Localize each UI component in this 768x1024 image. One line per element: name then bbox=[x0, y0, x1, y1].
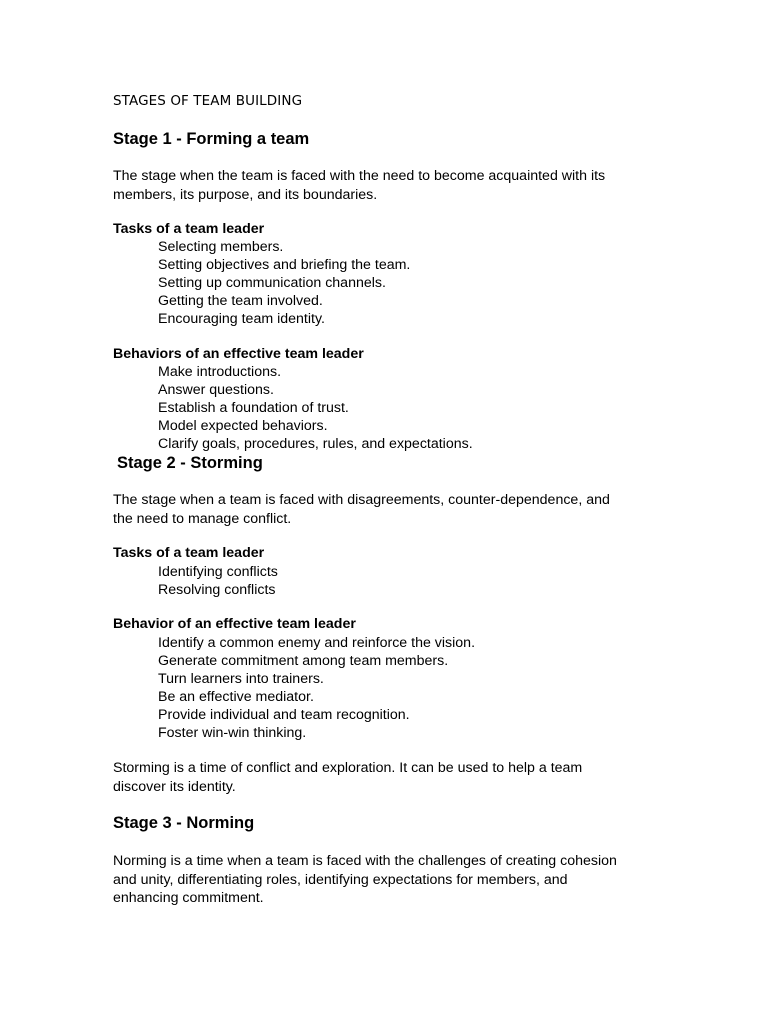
stage-2-heading: Stage 2 - Storming bbox=[117, 454, 263, 472]
list-item: Getting the team involved. bbox=[158, 293, 323, 310]
list-item: Provide individual and team recognition. bbox=[158, 707, 410, 724]
stage-2-intro-line: the need to manage conflict. bbox=[113, 510, 292, 527]
list-item: Setting up communication channels. bbox=[158, 275, 386, 292]
list-item: Selecting members. bbox=[158, 239, 284, 255]
stage-2-behaviors-list bbox=[158, 634, 475, 743]
stage-1-tasks-list bbox=[158, 238, 410, 328]
list-item: Foster win-win thinking. bbox=[158, 725, 307, 742]
stage-3-intro-line: and unity, differentiating roles, identifying expectations for members, and bbox=[113, 871, 568, 888]
stage-1-intro-line: The stage when the team is faced with the need to become acquainted with its bbox=[113, 168, 606, 184]
stage-2-closing-line: discover its identity. bbox=[113, 778, 236, 795]
list-item: Identifying conflicts bbox=[158, 564, 278, 580]
list-item: Clarify goals, procedures, rules, and expectations. bbox=[158, 436, 473, 453]
list-item: Model expected behaviors. bbox=[158, 418, 328, 435]
stage-1-heading: Stage 1 - Forming a team bbox=[113, 130, 310, 148]
list-item: Establish a foundation of trust. bbox=[158, 400, 349, 417]
list-item: Setting objectives and briefing the team. bbox=[158, 257, 411, 274]
list-item: Encouraging team identity. bbox=[158, 311, 325, 328]
stage-2-closing bbox=[113, 759, 582, 796]
list-item: Identify a common enemy and reinforce the vision. bbox=[158, 635, 476, 651]
stage-2-tasks-list bbox=[158, 563, 278, 599]
stage-3-heading: Stage 3 - Norming bbox=[113, 814, 255, 832]
stage-2-intro-line: The stage when a team is faced with disagreements, counter-dependence, and bbox=[113, 492, 610, 508]
list-item: Resolving conflicts bbox=[158, 582, 276, 599]
stage-3-intro-line: Norming is a time when a team is faced with the challenges of creating cohesion bbox=[113, 853, 617, 869]
document-title: STAGES OF TEAM BUILDING bbox=[113, 93, 303, 109]
list-item: Turn learners into trainers. bbox=[158, 671, 324, 688]
list-item: Generate commitment among team members. bbox=[158, 653, 449, 670]
stage-3-intro bbox=[113, 852, 617, 908]
stage-2-tasks-heading: Tasks of a team leader bbox=[113, 545, 265, 561]
stage-1-behaviors-heading: Behaviors of an effective team leader bbox=[113, 346, 364, 362]
stage-1-behaviors-list bbox=[158, 363, 473, 453]
stage-2-closing-line: Storming is a time of conflict and exploration. It can be used to help a team bbox=[113, 760, 583, 776]
list-item: Answer questions. bbox=[158, 382, 274, 399]
stage-3-intro-line: enhancing commitment. bbox=[113, 890, 264, 906]
stage-1-intro bbox=[113, 167, 605, 204]
stage-1-tasks-heading: Tasks of a team leader bbox=[113, 221, 265, 237]
stage-1-intro-line: members, its purpose, and its boundaries. bbox=[113, 186, 378, 203]
list-item: Make introductions. bbox=[158, 364, 282, 380]
stage-2-intro bbox=[113, 491, 610, 528]
list-item: Be an effective mediator. bbox=[158, 689, 314, 706]
stage-2-behaviors-heading: Behavior of an effective team leader bbox=[113, 616, 356, 632]
